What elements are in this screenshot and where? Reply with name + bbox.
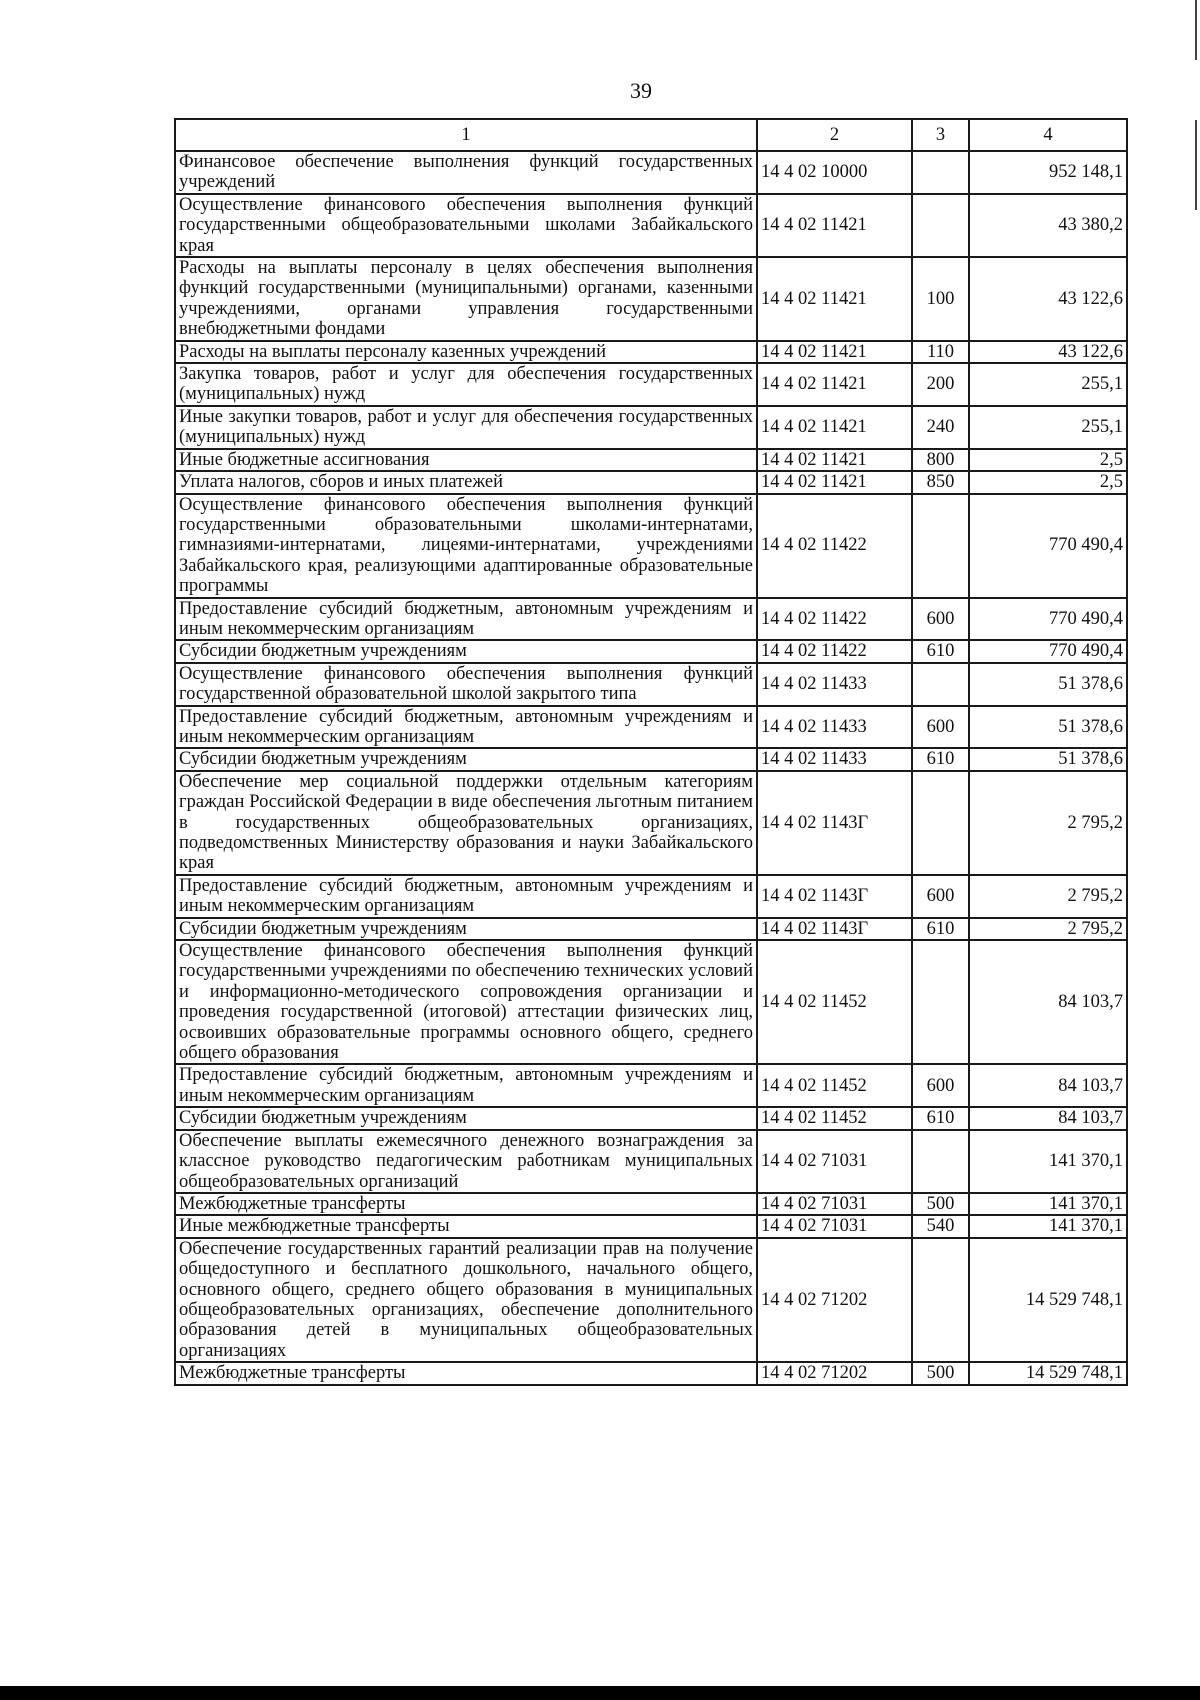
row-expense-type [912,940,969,1064]
table-row [175,1362,1127,1384]
table-row [175,1107,1127,1129]
table-row [175,598,1127,641]
row-code: 14 4 02 11452 [757,940,912,1064]
row-name: Осуществление финансового обеспечения выполнения функций государственной образовательной школой закрытого типа [175,663,757,706]
row-code: 14 4 02 71031 [757,1130,912,1193]
table-row [175,875,1127,918]
page-number: 39 [630,78,652,103]
row-name: Расходы на выплаты персоналу в целях обеспечения выполнения функций государственными (муниципальными) органами, казенными учреждениями, органами управления государственными внебюджетными фондами [175,257,757,341]
row-amount: 255,1 [969,406,1127,449]
budget-table [174,118,1128,1386]
row-amount: 43 122,6 [969,257,1127,341]
row-name: Субсидии бюджетным учреждениям [175,1107,757,1129]
row-name: Субсидии бюджетным учреждениям [175,748,757,770]
row-expense-type: 800 [912,449,969,471]
row-expense-type [912,151,969,194]
row-amount: 2 795,2 [969,918,1127,940]
row-amount: 141 370,1 [969,1130,1127,1193]
row-expense-type: 600 [912,598,969,641]
row-name: Осуществление финансового обеспечения выполнения функций государственными учреждениями по обеспечению технических условий и информационно-методического сопровождения организации и проведения государственной (итоговой) аттестации физических лиц, освоивших образовательные программы основного общего, среднего общего образования [175,940,757,1064]
row-amount: 255,1 [969,363,1127,406]
row-expense-type: 200 [912,363,969,406]
row-name: Субсидии бюджетным учреждениям [175,918,757,940]
header-col-3: 3 [912,119,969,151]
row-expense-type [912,194,969,257]
table-row [175,406,1127,449]
header-col-1: 1 [175,119,757,151]
row-code: 14 4 02 71031 [757,1193,912,1215]
table-row [175,194,1127,257]
row-expense-type: 240 [912,406,969,449]
row-code: 14 4 02 71202 [757,1238,912,1362]
table-row [175,257,1127,341]
row-expense-type: 500 [912,1193,969,1215]
row-expense-type: 610 [912,918,969,940]
row-name: Предоставление субсидий бюджетным, автономным учреждениям и иным некоммерческим организациям [175,598,757,641]
row-name: Осуществление финансового обеспечения выполнения функций государственными образовательными школами-интернатами, гимназиями-интернатами, лицеями-интернатами, учреждениями Забайкальского края, реализующими адаптированные образовательные программы [175,494,757,598]
table-row [175,1064,1127,1107]
row-expense-type [912,1130,969,1193]
row-expense-type: 540 [912,1215,969,1237]
row-amount: 770 490,4 [969,640,1127,662]
row-expense-type: 500 [912,1362,969,1384]
row-code: 14 4 02 11433 [757,748,912,770]
table-row [175,1130,1127,1193]
row-expense-type: 110 [912,341,969,363]
row-name: Субсидии бюджетным учреждениям [175,640,757,662]
row-expense-type: 610 [912,1107,969,1129]
row-code: 14 4 02 11422 [757,640,912,662]
row-expense-type [912,771,969,875]
row-amount: 51 378,6 [969,663,1127,706]
header-row [175,119,1127,151]
header-col-2: 2 [757,119,912,151]
row-code: 14 4 02 11421 [757,406,912,449]
row-amount: 14 529 748,1 [969,1362,1127,1384]
row-code: 14 4 02 11421 [757,363,912,406]
row-amount: 770 490,4 [969,494,1127,598]
row-name: Расходы на выплаты персоналу казенных учреждений [175,341,757,363]
table-row [175,341,1127,363]
table-row [175,706,1127,749]
row-expense-type [912,494,969,598]
row-amount: 141 370,1 [969,1193,1127,1215]
row-expense-type: 850 [912,471,969,493]
row-expense-type: 600 [912,706,969,749]
row-amount: 2 795,2 [969,771,1127,875]
row-name: Осуществление финансового обеспечения выполнения функций государственными общеобразовательными школами Забайкальского края [175,194,757,257]
row-amount: 2 795,2 [969,875,1127,918]
row-code: 14 4 02 11421 [757,449,912,471]
row-name: Финансовое обеспечение выполнения функций государственных учреждений [175,151,757,194]
row-name: Межбюджетные трансферты [175,1193,757,1215]
row-name: Обеспечение выплаты ежемесячного денежного вознаграждения за классное руководство педагогическим работникам муниципальных общеобразовательных организаций [175,1130,757,1193]
row-name: Предоставление субсидий бюджетным, автономным учреждениям и иным некоммерческим организациям [175,706,757,749]
row-code: 14 4 02 11421 [757,341,912,363]
table-row [175,940,1127,1064]
row-amount: 2,5 [969,471,1127,493]
row-name: Иные бюджетные ассигнования [175,449,757,471]
row-amount: 43 380,2 [969,194,1127,257]
row-name: Иные межбюджетные трансферты [175,1215,757,1237]
row-expense-type: 100 [912,257,969,341]
table-row [175,363,1127,406]
row-code: 14 4 02 11421 [757,471,912,493]
scan-mark [1195,0,1197,60]
row-code: 14 4 02 1143Г [757,875,912,918]
row-amount: 84 103,7 [969,1064,1127,1107]
row-code: 14 4 02 11422 [757,598,912,641]
row-amount: 141 370,1 [969,1215,1127,1237]
row-code: 14 4 02 11422 [757,494,912,598]
row-code: 14 4 02 11421 [757,194,912,257]
table-row [175,494,1127,598]
table-row [175,151,1127,194]
row-amount: 952 148,1 [969,151,1127,194]
row-code: 14 4 02 11452 [757,1107,912,1129]
scan-mark [1195,120,1197,210]
row-code: 14 4 02 11433 [757,706,912,749]
row-name: Предоставление субсидий бюджетным, автономным учреждениям и иным некоммерческим организациям [175,1064,757,1107]
row-amount: 2,5 [969,449,1127,471]
row-expense-type: 600 [912,1064,969,1107]
row-code: 14 4 02 1143Г [757,771,912,875]
table-row [175,1193,1127,1215]
row-code: 14 4 02 11452 [757,1064,912,1107]
table-row [175,771,1127,875]
row-name: Закупка товаров, работ и услуг для обеспечения государственных (муниципальных) нужд [175,363,757,406]
row-expense-type: 600 [912,875,969,918]
row-code: 14 4 02 11433 [757,663,912,706]
table-row [175,471,1127,493]
row-amount: 43 122,6 [969,341,1127,363]
row-amount: 84 103,7 [969,940,1127,1064]
row-expense-type [912,1238,969,1362]
table-row [175,663,1127,706]
header-col-4: 4 [969,119,1127,151]
table-row [175,449,1127,471]
row-code: 14 4 02 1143Г [757,918,912,940]
table-row [175,1238,1127,1362]
row-amount: 770 490,4 [969,598,1127,641]
row-name: Обеспечение мер социальной поддержки отдельным категориям граждан Российской Федерации в виде обеспечения льготным питанием в государственных общеобразовательных организациях, подведомственных Министерству образования и науки Забайкальского края [175,771,757,875]
row-code: 14 4 02 71202 [757,1362,912,1384]
row-name: Предоставление субсидий бюджетным, автономным учреждениям и иным некоммерческим организациям [175,875,757,918]
row-name: Обеспечение государственных гарантий реализации прав на получение общедоступного и бесплатного дошкольного, начального общего, основного общего, среднего общего образования в муниципальных общеобразовательных организациях, обеспечение дополнительного образования детей в муниципальных общеобразовательных организациях [175,1238,757,1362]
table-row [175,1215,1127,1237]
row-name: Межбюджетные трансферты [175,1362,757,1384]
row-amount: 84 103,7 [969,1107,1127,1129]
table-row [175,640,1127,662]
row-code: 14 4 02 11421 [757,257,912,341]
row-expense-type [912,663,969,706]
row-expense-type: 610 [912,748,969,770]
row-code: 14 4 02 71031 [757,1215,912,1237]
table-row [175,748,1127,770]
table-row [175,918,1127,940]
row-name: Иные закупки товаров, работ и услуг для обеспечения государственных (муниципальных) нужд [175,406,757,449]
row-amount: 51 378,6 [969,748,1127,770]
scan-bottom-edge [0,1686,1200,1700]
row-code: 14 4 02 10000 [757,151,912,194]
row-name: Уплата налогов, сборов и иных платежей [175,471,757,493]
row-amount: 51 378,6 [969,706,1127,749]
row-expense-type: 610 [912,640,969,662]
row-amount: 14 529 748,1 [969,1238,1127,1362]
